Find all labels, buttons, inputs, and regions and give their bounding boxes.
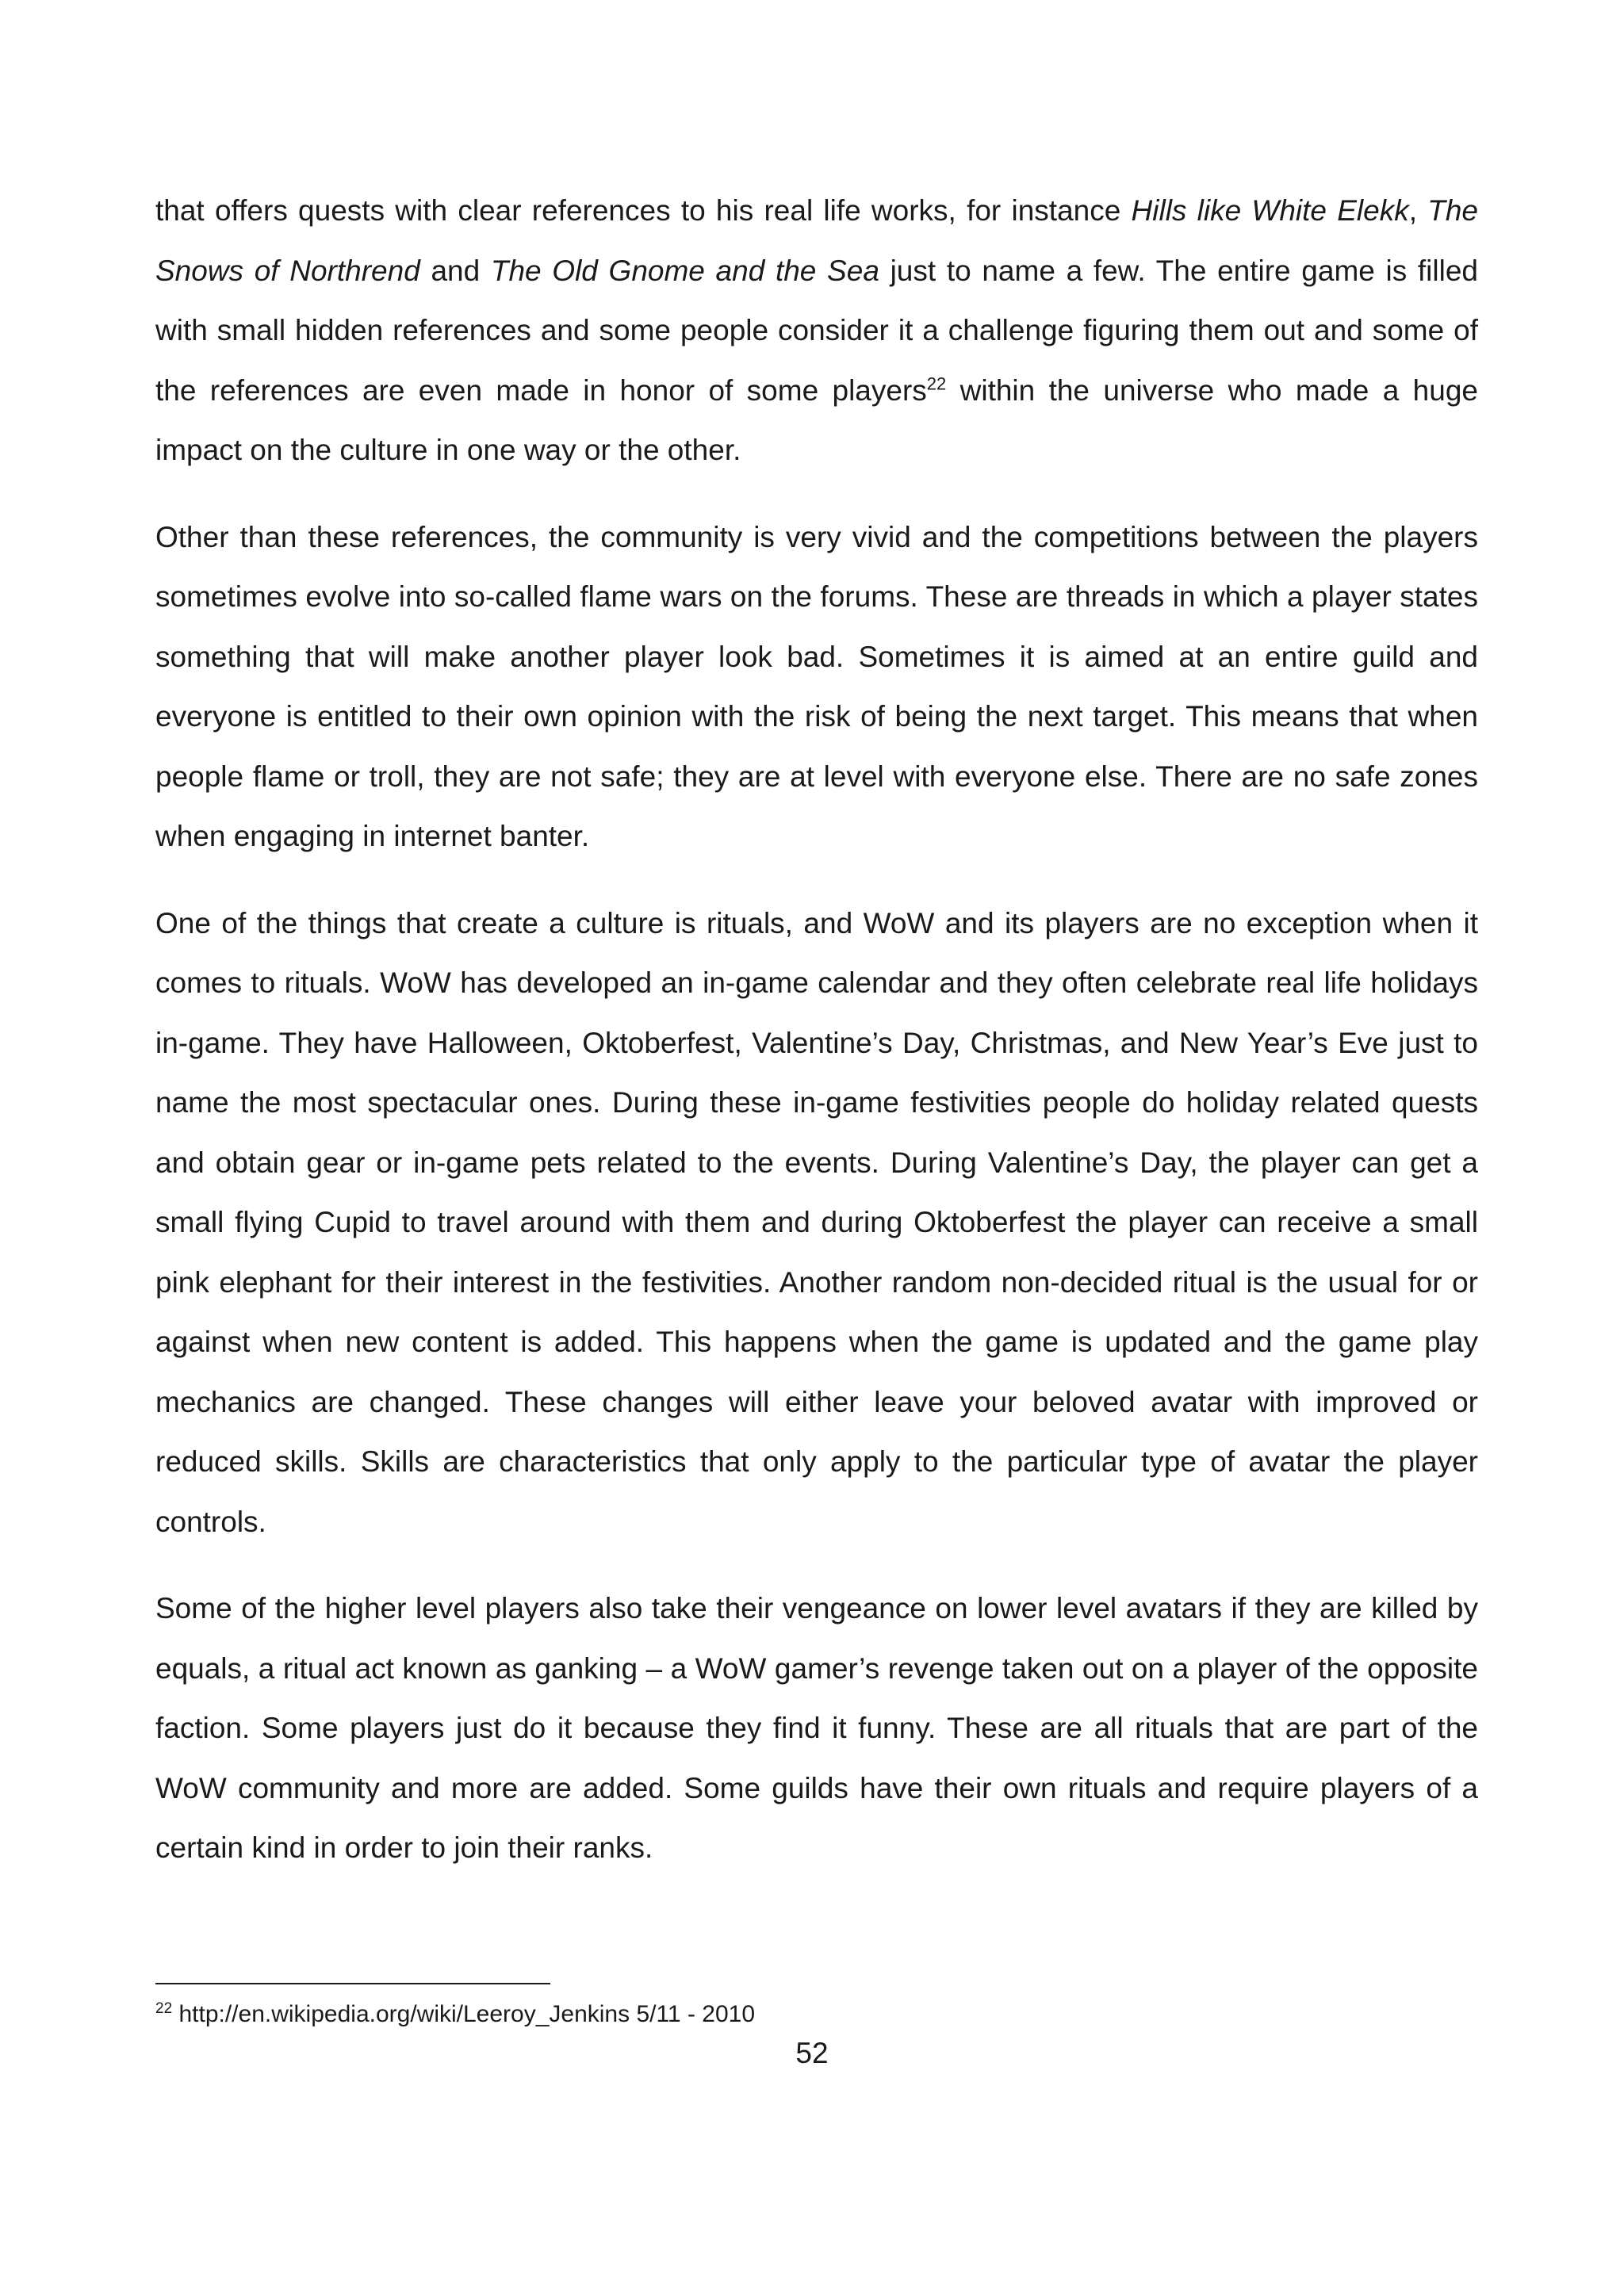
footnote — [155, 1999, 755, 2030]
footnote-divider — [155, 1983, 550, 1984]
title-old-gnome-and-the-sea: The Old Gnome and the Sea — [490, 254, 879, 287]
title-hills-like-white-elekk: Hills like White Elekk — [1131, 194, 1409, 227]
paragraph-1-text-a: that offers quests with clear references to his real life works, for instance — [155, 194, 1132, 227]
paragraph-1-text-d: just to name a few. The entire game is filled with small hidden references and some people consider it a challenge figuring them out and some of the references are even made in honor of some players — [155, 254, 1478, 407]
paragraph-1 — [155, 181, 1478, 480]
footnote-number: 22 — [155, 2000, 173, 2017]
paragraph-4: Some of the higher level players also take their vengeance on lower level avatars if they are killed by equals, a ritual act known as ganking – a WoW gamer’s revenge taken out on a player of the opposite faction. Some players just do it because they find it funny. These are all rituals that are part of the WoW community and more are added. Some guilds have their own rituals and require players of a certain kind in order to join their ranks. — [155, 1592, 1478, 1864]
body-text — [155, 181, 1478, 1905]
paragraph-1-text-e: within the universe who made a huge impact on the culture in one way or the other. — [155, 373, 1478, 466]
paragraph-2: Other than these references, the community is very vivid and the competitions between the players sometimes evolve into so-called flame wars on the forums. These are threads in which a player states something that will make another player look bad. Sometimes it is aimed at an entire guild and everyone is entitled to their own opinion with the risk of being the next target. This means that when people flame or troll, they are not safe; they are at level with everyone else. There are no safe zones when engaging in internet banter. — [155, 520, 1478, 852]
footnote-text[interactable]: http://en.wikipedia.org/wiki/Leeroy_Jenkins 5/11 - 2010 — [172, 2001, 756, 2027]
paragraph-1-text-c: and — [419, 254, 491, 287]
paragraph-3: One of the things that create a culture is rituals, and WoW and its players are no exception when it comes to rituals. WoW has developed an in-game calendar and they often celebrate real life holidays in-game. They have Halloween, Oktoberfest, Valentine’s Day, Christmas, and New Year’s Eve just to name the most spectacular ones. During these in-game festivities people do holiday related quests and obtain gear or in-game pets related to the events. During Valentine’s Day, the player can get a small flying Cupid to travel around with them and during Oktoberfest the player can receive a small pink elephant for their interest in the festivities. Another random non-decided ritual is the usual for or against when new content is added. This happens when the game is updated and the game play mechanics are changed. These changes will either leave your beloved avatar with improved or reduced skills. Skills are characteristics that only apply to the particular type of avatar the player controls. — [155, 906, 1478, 1538]
paragraph-1-text-b: , — [1408, 194, 1428, 227]
footnote-reference[interactable]: 22 — [926, 373, 947, 394]
page-number: 52 — [795, 2037, 829, 2069]
title-snows-of-northrend: The Snows of Northrend — [155, 194, 1479, 287]
